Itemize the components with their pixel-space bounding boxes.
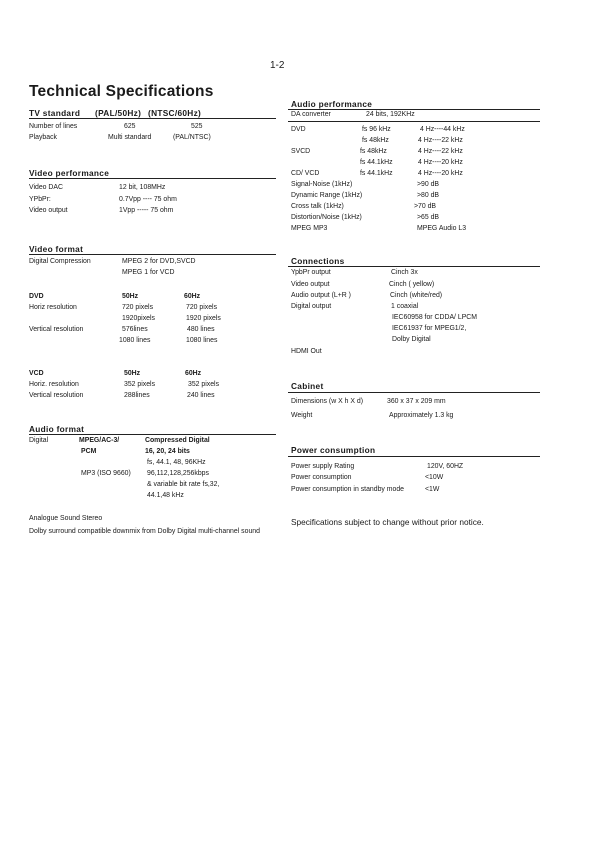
freq-row-label: DVD [291,126,306,133]
vcd-horiz-value: 352 pixels [124,381,156,388]
freq-row-range: 4 Hz----44 kHz [420,126,465,133]
freq-row-fs: fs 96 kHz [362,126,391,133]
weight-value: Approximately 1.3 kg [389,412,454,419]
ap-row-value: MPEG Audio L3 [417,225,467,232]
connections-heading: Connections [291,256,345,266]
variable-bitrate-value: & variable bit rate fs,32, [147,481,220,488]
tv-standard-rule [29,118,276,119]
ap-row-value: >70 dB [414,203,437,210]
ap-row-label: Signal-Noise (1kHz) [291,181,353,188]
cabinet-heading: Cabinet [291,381,324,391]
video-performance-rule [29,178,276,179]
digital-output-value: Dolby Digital [392,336,431,343]
audio-output-value: Cinch (white/red) [390,292,443,299]
power-row-value: <1W [425,486,440,493]
ap-row-label: Dynamic Range (1kHz) [291,192,363,199]
freq-row-range: 4 Hz----22 kHz [418,137,463,144]
bitrates-value: 96,112,128,256kbps [147,470,209,477]
dvd-vert-value: 1080 lines [186,337,218,344]
digital-output-value: IEC60958 for CDDA/ LPCM [392,314,478,321]
vcd-50hz-heading: 50Hz [124,370,141,377]
ypbpr-output-value: Cinch 3x [391,269,418,276]
tv-row-label: Playback [29,134,57,141]
freq-row-range: 4 Hz----20 kHz [418,170,463,177]
vcd-vert-value: 240 lines [187,392,215,399]
power-row-value: <10W [425,474,444,481]
vp-row-label: Video DAC [29,184,63,191]
ap-row-label: MPEG MP3 [291,225,328,232]
audio-performance-heading: Audio performance [291,99,373,109]
mp3-label: MP3 (ISO 9660) [81,470,131,477]
digital-label: Digital [29,437,49,444]
hdmi-out-label: HDMI Out [291,348,322,355]
ap-row-value: >80 dB [417,192,440,199]
vcd-horiz-value: 352 pixels [188,381,220,388]
power-row-label: Power supply Rating [291,463,355,470]
tv-standard-ntsc-heading: (NTSC/60Hz) [148,108,202,118]
freq-row-label: CD/ VCD [291,170,320,177]
vcd-label: VCD [29,370,44,377]
audio-performance-rule [288,109,540,110]
dvd-vert-value: 1080 lines [119,337,151,344]
audio-performance-subrule [288,121,540,122]
variable-bitrate-value-2: 44.1,48 kHz [147,492,184,499]
vp-row-value: 12 bit, 108MHz [119,184,166,191]
compression-value: MPEG 1 for VCD [122,269,175,276]
vcd-vert-value: 288lines [124,392,150,399]
power-row-label: Power consumption [291,474,352,481]
analogue-sound-text: Analogue Sound Stereo [29,515,103,522]
power-row-value: 120V, 60HZ [427,463,464,470]
vp-row-value: 1Vpp ----- 75 ohm [119,207,174,214]
freq-row-fs: fs 44.1kHz [360,159,393,166]
page-title: Technical Specifications [29,83,214,100]
audio-output-label: Audio output (L+R ) [291,292,351,299]
vcd-vert-label: Vertical resolution [29,392,84,399]
vcd-60hz-heading: 60Hz [185,370,202,377]
vp-row-value: 0.7Vpp ---- 75 ohm [119,196,177,203]
vp-row-label: Video output [29,207,68,214]
tv-row-value: Multi standard [108,134,152,141]
freq-row-fs: fs 44.1kHz [360,170,393,177]
tv-row-value: (PAL/NTSC) [173,134,211,141]
video-format-heading: Video format [29,244,84,254]
digital-output-label: Digital output [291,303,332,310]
dvd-horiz-value: 1920pixels [122,315,155,322]
fs-value: fs, 44.1, 48, 96KHz [147,459,206,466]
video-output-value: Cinch ( yellow) [389,281,435,288]
freq-row-label: SVCD [291,148,311,155]
freq-row-fs: fs 48kHz [362,137,389,144]
tv-standard-pal-heading: (PAL/50Hz) [95,108,142,118]
page-number: 1-2 [270,60,285,71]
dvd-label: DVD [29,293,44,300]
dvd-50hz-heading: 50Hz [122,293,139,300]
codec-value: MPEG/AC-3/ [79,437,120,444]
tv-row-value: 525 [191,123,203,130]
video-format-rule [29,254,276,255]
dvd-horiz-label: Horiz resolution [29,304,77,311]
dvd-60hz-heading: 60Hz [184,293,201,300]
compressed-value: Compressed Digital [145,437,210,444]
da-converter-label: DA converter [291,111,331,118]
bits-value: 16, 20, 24 bits [145,448,190,455]
video-performance-heading: Video performance [29,168,110,178]
tv-standard-heading: TV standard [29,108,81,118]
freq-row-range: 4 Hz----20 kHz [418,159,463,166]
weight-label: Weight [291,412,313,419]
da-converter-value: 24 bits, 192KHz [366,111,415,118]
dimensions-value: 360 x 37 x 209 mm [387,398,446,405]
cabinet-rule [288,392,540,393]
dvd-vert-label: Vertical resolution [29,326,84,333]
tv-row-label: Number of lines [29,123,78,130]
pcm-value: PCM [81,448,97,455]
ap-row-value: >90 dB [417,181,440,188]
freq-row-range: 4 Hz----22 kHz [418,148,463,155]
compression-label: Digital Compression [29,258,91,265]
dvd-vert-value: 576lines [122,326,148,333]
dvd-horiz-value: 720 pixels [122,304,154,311]
digital-output-value: 1 coaxial [391,303,419,310]
freq-row-fs: fs 48kHz [360,148,387,155]
vcd-horiz-label: Horiz. resolution [29,381,79,388]
tv-row-value: 625 [124,123,136,130]
ap-row-value: >65 dB [417,214,440,221]
dvd-horiz-value: 1920 pixels [186,315,221,322]
ap-row-label: Cross talk (1kHz) [291,203,344,210]
video-output-label: Video output [291,281,330,288]
dolby-downmix-text: Dolby surround compatible downmix from Dolby Digital multi-channel sound [29,528,260,535]
power-consumption-heading: Power consumption [291,445,376,455]
ypbpr-output-label: YpbPr output [291,269,331,276]
change-notice: Specifications subject to change without prior notice. [291,517,484,527]
audio-format-rule [29,434,276,435]
power-consumption-rule [288,456,540,457]
dvd-vert-value: 480 lines [187,326,215,333]
ap-row-label: Distortion/Noise (1kHz) [291,214,362,221]
dimensions-label: Dimensions (w X h X d) [291,398,363,405]
digital-output-value: IEC61937 for MPEG1/2, [392,325,467,332]
compression-value: MPEG 2 for DVD,SVCD [122,258,196,265]
power-row-label: Power consumption in standby mode [291,486,404,493]
dvd-horiz-value: 720 pixels [186,304,218,311]
connections-rule [288,266,540,267]
vp-row-label: YPbPr: [29,196,51,203]
audio-format-heading: Audio format [29,424,85,434]
